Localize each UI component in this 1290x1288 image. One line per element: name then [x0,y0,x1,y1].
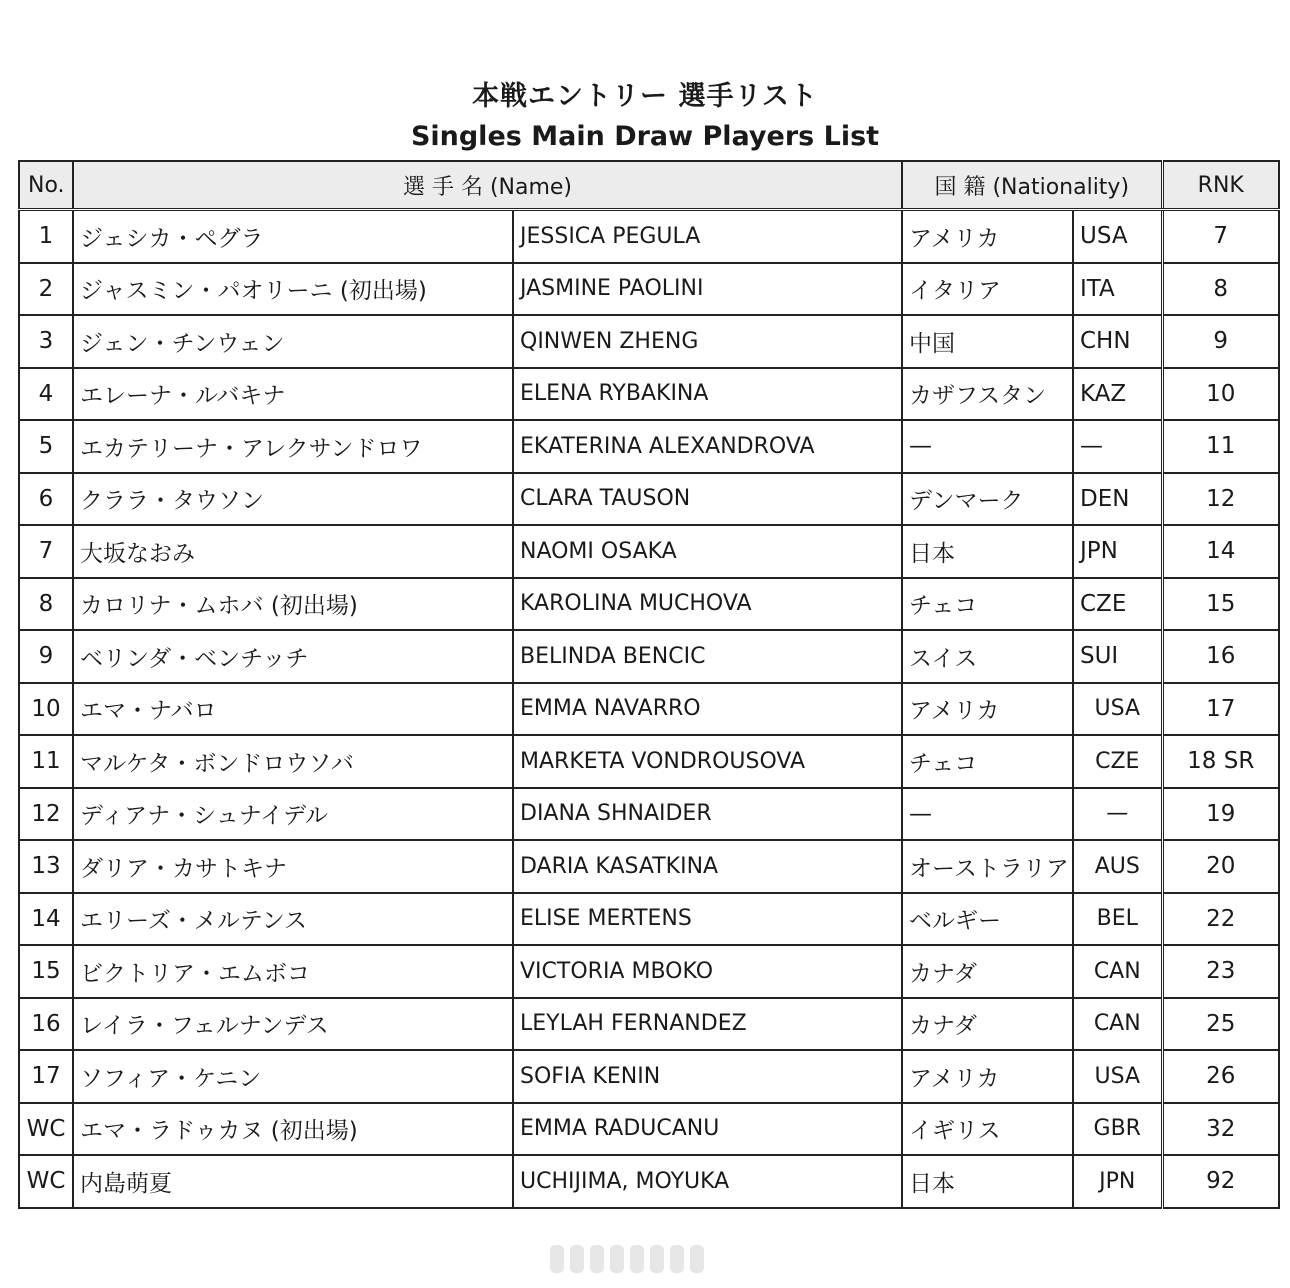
title-japanese: 本戦エントリー 選手リスト [472,81,818,112]
cell-no: 8 [19,578,73,631]
cell-nationality: イタリア [902,263,1073,316]
cell-no: 14 [19,893,73,946]
cell-name-english: NAOMI OSAKA [513,525,902,578]
cell-country-code: CZE [1073,578,1162,631]
cell-country-code: USA [1073,210,1162,263]
cell-country-code: — [1073,788,1162,841]
cell-country-code: AUS [1073,840,1162,893]
cell-name-japanese: レイラ・フェルナンデス [73,998,513,1051]
cell-name-english: EMMA RADUCANU [513,1103,902,1156]
watermark [550,1244,740,1274]
cell-nationality: チェコ [902,735,1073,788]
cell-nationality: アメリカ [902,1050,1073,1103]
cell-name-english: QINWEN ZHENG [513,315,902,368]
cell-country-code: JPN [1073,525,1162,578]
cell-country-code: CHN [1073,315,1162,368]
cell-no: 5 [19,420,73,473]
player-rows [19,210,1279,1208]
cell-name-japanese: カロリナ・ムホバ (初出場) [73,578,513,631]
cell-nationality: チェコ [902,578,1073,631]
cell-country-code: CAN [1073,998,1162,1051]
player-row [19,998,1279,1051]
cell-name-english: UCHIJIMA, MOYUKA [513,1155,902,1208]
cell-name-japanese: エレーナ・ルバキナ [73,368,513,421]
player-row [19,893,1279,946]
cell-name-english: KAROLINA MUCHOVA [513,578,902,631]
cell-name-english: JESSICA PEGULA [513,210,902,263]
player-row [19,525,1279,578]
cell-no: 4 [19,368,73,421]
cell-nationality: カナダ [902,998,1073,1051]
cell-name-japanese: エリーズ・メルテンス [73,893,513,946]
cell-nationality: カザフスタン [902,368,1073,421]
cell-name-english: SOFIA KENIN [513,1050,902,1103]
cell-name-japanese: クララ・タウソン [73,473,513,526]
watermark-bar [650,1245,664,1273]
cell-no: 1 [19,210,73,263]
cell-nationality: アメリカ [902,210,1073,263]
cell-name-english: DARIA KASATKINA [513,840,902,893]
cell-rank: 7 [1162,210,1279,263]
cell-no: 10 [19,683,73,736]
cell-rank: 17 [1162,683,1279,736]
cell-rank: 18 SR [1162,735,1279,788]
player-row [19,945,1279,998]
cell-name-japanese: ソフィア・ケニン [73,1050,513,1103]
player-row [19,368,1279,421]
cell-name-english: BELINDA BENCIC [513,630,902,683]
cell-no: 12 [19,788,73,841]
cell-country-code: USA [1073,1050,1162,1103]
cell-rank: 12 [1162,473,1279,526]
watermark-bar [590,1245,604,1273]
cell-country-code: GBR [1073,1103,1162,1156]
title-english: Singles Main Draw Players List [410,121,880,152]
watermark-bar [550,1245,564,1273]
player-row [19,683,1279,736]
cell-country-code: — [1073,420,1162,473]
player-row [19,840,1279,893]
player-row [19,420,1279,473]
cell-country-code: USA [1073,683,1162,736]
cell-no: 13 [19,840,73,893]
player-row [19,1103,1279,1156]
header-nationality: 国 籍 (Nationality) [902,161,1162,210]
cell-rank: 11 [1162,420,1279,473]
cell-no: WC [19,1155,73,1208]
player-row [19,210,1279,263]
cell-name-english: EKATERINA ALEXANDROVA [513,420,902,473]
player-row [19,473,1279,526]
cell-name-english: ELENA RYBAKINA [513,368,902,421]
cell-no: 17 [19,1050,73,1103]
cell-name-japanese: ビクトリア・エムボコ [73,945,513,998]
watermark-bar [670,1245,684,1273]
cell-nationality: ベルギー [902,893,1073,946]
player-row [19,630,1279,683]
cell-name-english: VICTORIA MBOKO [513,945,902,998]
cell-nationality: スイス [902,630,1073,683]
watermark-bar [690,1245,704,1273]
cell-name-japanese: エマ・ラドゥカヌ (初出場) [73,1103,513,1156]
cell-rank: 9 [1162,315,1279,368]
cell-nationality: 日本 [902,525,1073,578]
cell-country-code: SUI [1073,630,1162,683]
player-row [19,263,1279,316]
cell-nationality: — [902,420,1073,473]
cell-name-japanese: ジェシカ・ペグラ [73,210,513,263]
cell-name-japanese: 大坂なおみ [73,525,513,578]
header-row [19,161,1279,210]
cell-no: 9 [19,630,73,683]
cell-country-code: BEL [1073,893,1162,946]
player-row [19,1155,1279,1208]
cell-name-japanese: マルケタ・ボンドロウソバ [73,735,513,788]
player-row [19,315,1279,368]
cell-rank: 8 [1162,263,1279,316]
cell-rank: 23 [1162,945,1279,998]
cell-name-english: JASMINE PAOLINI [513,263,902,316]
cell-no: 7 [19,525,73,578]
cell-name-japanese: ディアナ・シュナイデル [73,788,513,841]
cell-rank: 19 [1162,788,1279,841]
cell-country-code: ITA [1073,263,1162,316]
cell-name-japanese: 内島萌夏 [73,1155,513,1208]
cell-name-japanese: エマ・ナバロ [73,683,513,736]
cell-no: 16 [19,998,73,1051]
cell-nationality: 中国 [902,315,1073,368]
cell-country-code: DEN [1073,473,1162,526]
cell-country-code: CAN [1073,945,1162,998]
cell-country-code: CZE [1073,735,1162,788]
cell-no: WC [19,1103,73,1156]
cell-no: 15 [19,945,73,998]
watermark-bar [610,1245,624,1273]
cell-rank: 92 [1162,1155,1279,1208]
cell-nationality: カナダ [902,945,1073,998]
cell-name-japanese: エカテリーナ・アレクサンドロワ [73,420,513,473]
cell-nationality: デンマーク [902,473,1073,526]
cell-name-english: LEYLAH FERNANDEZ [513,998,902,1051]
cell-no: 2 [19,263,73,316]
cell-rank: 20 [1162,840,1279,893]
cell-no: 6 [19,473,73,526]
cell-rank: 26 [1162,1050,1279,1103]
header-name: 選 手 名 (Name) [73,161,902,210]
cell-no: 11 [19,735,73,788]
cell-nationality: オーストラリア [902,840,1073,893]
cell-name-japanese: ダリア・カサトキナ [73,840,513,893]
cell-name-english: MARKETA VONDROUSOVA [513,735,902,788]
cell-nationality: 日本 [902,1155,1073,1208]
header-rank: RNK [1162,161,1279,210]
cell-name-english: EMMA NAVARRO [513,683,902,736]
cell-rank: 15 [1162,578,1279,631]
player-row [19,735,1279,788]
player-row [19,1050,1279,1103]
players-table [18,160,1280,1209]
cell-country-code: JPN [1073,1155,1162,1208]
player-row [19,578,1279,631]
title-block [0,78,1290,158]
cell-no: 3 [19,315,73,368]
cell-rank: 32 [1162,1103,1279,1156]
cell-nationality: — [902,788,1073,841]
cell-rank: 22 [1162,893,1279,946]
watermark-bar [630,1245,644,1273]
cell-nationality: アメリカ [902,683,1073,736]
header-no: No. [19,161,73,210]
cell-nationality: イギリス [902,1103,1073,1156]
cell-name-japanese: ジェン・チンウェン [73,315,513,368]
cell-name-english: CLARA TAUSON [513,473,902,526]
cell-name-japanese: ベリンダ・ベンチッチ [73,630,513,683]
cell-rank: 10 [1162,368,1279,421]
cell-rank: 16 [1162,630,1279,683]
cell-name-english: ELISE MERTENS [513,893,902,946]
cell-name-japanese: ジャスミン・パオリーニ (初出場) [73,263,513,316]
player-row [19,788,1279,841]
cell-rank: 25 [1162,998,1279,1051]
cell-name-english: DIANA SHNAIDER [513,788,902,841]
watermark-bar [570,1245,584,1273]
cell-rank: 14 [1162,525,1279,578]
cell-country-code: KAZ [1073,368,1162,421]
